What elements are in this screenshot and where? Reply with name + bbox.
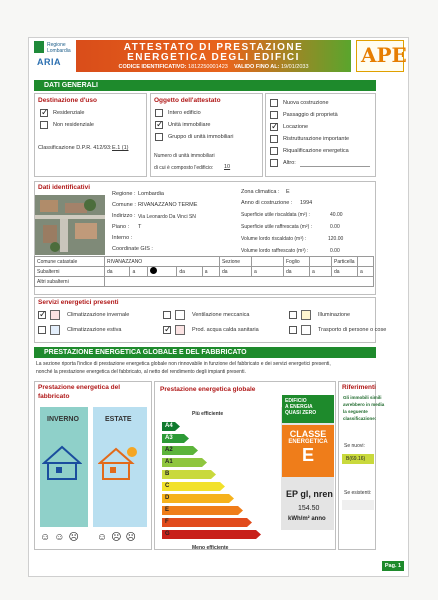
a-cell: a — [252, 267, 284, 277]
radiator-icon — [50, 310, 60, 320]
passaggio-checkbox[interactable] — [270, 111, 278, 119]
comune-catastale-label: Comune catastale — [35, 257, 105, 267]
prestazione-bar: PRESTAZIONE ENERGETICA GLOBALE E DEL FABBRICATO — [34, 347, 376, 358]
ape-logo-text: APE — [361, 43, 407, 67]
comune-value: RIVANAZZANO TERME — [138, 202, 198, 208]
identificativi-title: Dati identificativi — [38, 184, 91, 191]
intero-edificio-checkbox[interactable] — [155, 109, 163, 117]
ventilazione-label: Ventilazione meccanica — [192, 312, 250, 318]
unita-immobiliare-label: Unità immobiliare — [168, 122, 211, 128]
locazione-label: Locazione — [283, 124, 309, 130]
foglio-label: Foglio — [284, 257, 310, 267]
smiley-icon: ☺ — [40, 531, 51, 543]
nuovi-label: Se nuovi: — [344, 443, 365, 449]
classificazione-label: Classificazione D.P.R. 412/93: — [38, 145, 112, 151]
residenziale-checkbox[interactable] — [40, 109, 48, 117]
clima-inv-label: Climatizzazione invernale — [67, 312, 130, 318]
fan-icon — [175, 310, 185, 320]
rating-label-c: C — [165, 483, 170, 489]
globale-title: Prestazione energetica globale — [160, 386, 256, 393]
da-cell: da — [177, 267, 202, 277]
passaggio-label: Passaggio di proprietà — [283, 112, 338, 118]
illuminazione-checkbox[interactable] — [289, 311, 297, 319]
rating-label-b: B — [165, 471, 170, 477]
smiley-icon: ☺ — [54, 531, 65, 543]
indirizzo-label: Indirizzo : — [112, 213, 136, 219]
ventilazione-checkbox[interactable] — [163, 311, 171, 319]
servizi-title: Servizi energetici presenti — [38, 299, 119, 306]
classe-badge — [282, 425, 334, 477]
comune-catastale-value: RIVANAZZANO — [105, 257, 220, 267]
prestazione-description-1: La sezione riporta l'indice di prestazione energetica globale non rinnovabile in funzione del fabbricato e dei servizi energetici presenti, — [36, 361, 331, 367]
aerial-photo-image — [35, 195, 105, 255]
composto-label: di cui è composto l'edificio: — [154, 165, 214, 171]
riferimenti-text-1: Gli immobili simili — [343, 395, 382, 400]
inverno-label: INVERNO — [47, 416, 79, 423]
non-residenziale-label: Non residenziale — [53, 122, 94, 128]
intero-edificio-label: Intero edificio — [168, 110, 201, 116]
rating-bar-c — [162, 482, 225, 491]
house-summer-icon — [98, 445, 142, 481]
a-cell: a — [310, 267, 332, 277]
regione-lombardia-logo — [34, 41, 74, 71]
smiley-icon: ☹ — [111, 531, 122, 543]
riqualificazione-label: Riqualificazione energetica — [283, 148, 349, 154]
rating-bar-b — [162, 470, 216, 479]
anno-label: Anno di costruzione : — [241, 200, 293, 206]
rating-label-f: F — [165, 519, 169, 525]
title-line-1: ATTESTATO DI PRESTAZIONE — [123, 42, 304, 53]
composto-value: 10 — [224, 164, 231, 170]
riferimenti-text-3: la seguente — [343, 409, 368, 414]
ristrutturazione-label: Ristrutturazione importante — [283, 136, 350, 142]
rating-bar-f — [162, 518, 252, 527]
code-label: CODICE IDENTIFICATIVO: — [118, 64, 187, 70]
trasporto-label: Trasporto di persone o cose — [318, 327, 387, 333]
house-winter-icon — [42, 445, 82, 481]
dati-generali-bar: DATI GENERALI — [34, 80, 376, 91]
smiley-icon: ☹ — [125, 531, 136, 543]
classe-label-2: ENERGETICA — [288, 439, 328, 445]
clima-est-label: Climatizzazione estiva — [67, 327, 122, 333]
nuovi-value: B(69.16) — [342, 454, 374, 464]
smiley-icon: ☺ — [96, 531, 108, 543]
riferimenti-title: Riferimenti — [342, 384, 376, 391]
rating-label-a2: A2 — [165, 447, 173, 453]
destinazione-title: Destinazione d'uso — [38, 97, 97, 104]
rating-bar-e — [162, 506, 243, 515]
particella-label: Particella — [332, 257, 358, 267]
edificio-quasi-zero-badge — [282, 395, 334, 423]
numero-unita-label: Numero di unità immobiliari — [154, 153, 215, 159]
clima-inv-checkbox[interactable] — [38, 311, 46, 319]
riferimenti-text-2: avrebbero in media — [343, 402, 385, 407]
residenziale-label: Residenziale — [53, 110, 85, 116]
light-bulb-icon — [301, 310, 311, 320]
gruppo-unita-label: Gruppo di unità immobiliari — [168, 134, 234, 140]
vol-risc-value: 120.00 — [328, 236, 344, 242]
rating-label-g: G — [165, 531, 170, 537]
hot-water-icon — [175, 325, 185, 335]
rating-label-a4: A4 — [165, 423, 173, 429]
vol-raff-label: Volume lordo raffrescato (m³) : — [241, 248, 309, 254]
anno-value: 1994 — [300, 200, 313, 206]
sup-raff-label: Superficie utile raffrescata (m²) : — [241, 224, 313, 230]
nuova-costruzione-label: Nuova costruzione — [283, 100, 329, 106]
edificio-zero-line-3: QUASI ZERO — [285, 410, 317, 416]
subalterni-label: Subalterni — [35, 267, 105, 277]
prestazione-description-2: nonché la prestazione energetica del fabbricato, al netto del rendimento degli impianti presenti. — [36, 369, 246, 375]
catasto-table — [34, 256, 374, 287]
da-cell: da — [105, 267, 130, 277]
sup-risc-value: 40.00 — [330, 212, 343, 218]
classe-value: E — [301, 445, 314, 465]
fabbricato-title-2: fabbricato — [38, 393, 70, 400]
classe-label-1: CLASSE — [289, 429, 327, 439]
edificio-zero-line-1: EDIFICIO — [285, 398, 307, 404]
riqualificazione-checkbox[interactable] — [270, 147, 278, 155]
vol-risc-label: Volume lordo riscaldato (m³) : — [241, 236, 307, 242]
table-row — [35, 277, 374, 287]
piano-value: T — [138, 224, 142, 230]
da-cell: da — [332, 267, 358, 277]
vol-raff-value: 0.00 — [330, 248, 340, 254]
a-cell: a — [202, 267, 219, 277]
smiley-rating-row — [40, 529, 147, 545]
rating-label-a3: A3 — [165, 435, 173, 441]
valid-value: 19/01/2033 — [281, 64, 309, 70]
da-cell: da — [284, 267, 310, 277]
altri-subalterni-label: Altri subalterni — [35, 277, 105, 287]
valid-label: VALIDO FINO AL: — [233, 64, 280, 70]
fabbricato-title-1: Prestazione energetica del — [38, 384, 121, 391]
gruppo-unita-checkbox[interactable] — [155, 133, 163, 141]
acqua-label: Prod. acqua calda sanitaria — [192, 327, 259, 333]
a-cell: a — [358, 267, 374, 277]
code-value: 1812250001423 — [188, 64, 228, 70]
illuminazione-label: Illuminazione — [318, 312, 351, 318]
page-number: Pag. 1 — [382, 561, 404, 571]
smiley-icon: ☹ — [68, 531, 79, 543]
ape-logo — [356, 40, 407, 72]
clima-est-checkbox[interactable] — [38, 326, 46, 334]
piano-label: Piano : — [112, 224, 130, 230]
classificazione-value: E.1 (1) — [112, 145, 129, 151]
rating-bar-d — [162, 494, 234, 503]
unita-immobiliare-checkbox[interactable] — [155, 121, 163, 129]
logo-aria-label: ARIA — [37, 57, 61, 67]
ep-label: EP gl, nren — [286, 489, 333, 499]
esistenti-label: Se esistenti: — [344, 490, 372, 496]
esistenti-value-bar — [342, 500, 374, 510]
estate-label: ESTATE — [105, 416, 132, 423]
elevator-icon — [301, 325, 311, 335]
lombardia-flag-icon — [34, 41, 44, 53]
regione-value: Lombardia — [138, 191, 164, 197]
sup-raff-value: 0.00 — [330, 224, 340, 230]
sup-risc-label: Superficie utile riscaldata (m²) : — [241, 212, 310, 218]
zona-value: E — [286, 189, 290, 195]
indirizzo-value: Via Leonardo Da Vinci SN — [138, 214, 196, 220]
rating-label-a1: A1 — [165, 459, 173, 465]
gis-label: Coordinate GIS : — [112, 246, 153, 252]
non-residenziale-checkbox[interactable] — [40, 121, 48, 129]
meno-efficiente-label: Meno efficiente — [192, 545, 229, 551]
code-line — [76, 64, 351, 70]
ep-value: 154.50 — [298, 505, 320, 512]
destinazione-box — [34, 93, 147, 177]
nuova-costruzione-checkbox[interactable] — [270, 99, 278, 107]
comune-label: Comune : — [112, 202, 136, 208]
zona-label: Zona climatica : — [241, 189, 280, 195]
altro-line — [300, 166, 370, 167]
sezione-label: Sezione — [220, 257, 252, 267]
interno-label: Interno : — [112, 235, 133, 241]
a-cell: a — [130, 267, 147, 277]
table-row — [35, 257, 374, 267]
trasporto-checkbox[interactable] — [289, 326, 297, 334]
marker-cell — [147, 267, 177, 277]
logo-region-label: Regione Lombardia — [47, 42, 71, 54]
rating-label-e: E — [165, 507, 170, 513]
air-conditioner-icon — [50, 325, 60, 335]
piu-efficiente-label: Più efficiente — [192, 411, 224, 417]
da-cell: da — [220, 267, 252, 277]
locazione-checkbox[interactable] — [270, 123, 278, 131]
document-header — [28, 37, 409, 75]
oggetto-title: Oggetto dell'attestato — [154, 97, 221, 104]
altro-checkbox[interactable] — [270, 159, 278, 167]
altro-label: Altro: — [283, 160, 296, 166]
ristrutturazione-checkbox[interactable] — [270, 135, 278, 143]
marker-dot-icon — [150, 267, 157, 274]
regione-label: Regione : — [112, 191, 136, 197]
title-line-2: ENERGETICA DEGLI EDIFICI — [127, 52, 300, 63]
title-band — [76, 40, 351, 72]
rating-bar-g — [162, 530, 261, 539]
rating-label-d: D — [165, 495, 170, 501]
edificio-zero-line-2: A ENERGIA — [285, 404, 313, 410]
ep-unit: kWh/m² anno — [288, 516, 326, 522]
riferimenti-text-4: classificazione: — [343, 416, 377, 421]
acqua-checkbox[interactable] — [163, 326, 171, 334]
table-row — [35, 267, 374, 277]
aerial-photo — [35, 195, 105, 255]
